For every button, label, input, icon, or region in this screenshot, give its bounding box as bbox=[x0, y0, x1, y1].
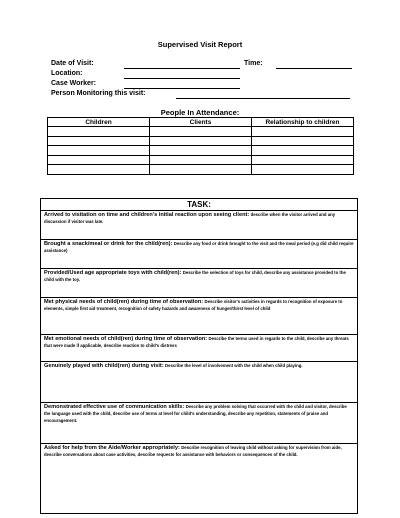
case-worker-label: Case Worker: bbox=[51, 80, 97, 87]
task-heading: TASK: bbox=[41, 199, 357, 211]
task-item-played[interactable] bbox=[41, 361, 357, 401]
column-header-clients: Clients bbox=[150, 118, 252, 127]
table-row bbox=[48, 136, 354, 146]
task-description: Describe any food or drink brought to the visit and the meal period (e.g did child require assistance) bbox=[44, 241, 354, 254]
table-cell[interactable] bbox=[150, 165, 252, 175]
location-label: Location: bbox=[51, 70, 83, 77]
person-monitoring-line[interactable] bbox=[176, 98, 350, 99]
table-cell[interactable] bbox=[252, 155, 354, 165]
table-row bbox=[48, 165, 354, 175]
location-line[interactable] bbox=[124, 78, 240, 79]
task-item-asked-help[interactable] bbox=[41, 443, 357, 513]
task-label: Met physical needs of child(ren) during time of observation: bbox=[44, 299, 204, 305]
page-title: Supervised Visit Report bbox=[157, 40, 243, 49]
time-line[interactable] bbox=[276, 68, 352, 69]
column-header-children: Children bbox=[48, 118, 150, 127]
table-cell[interactable] bbox=[150, 127, 252, 137]
column-header-relationship: Relationship to children bbox=[252, 118, 354, 127]
case-worker-line[interactable] bbox=[124, 88, 240, 89]
task-item-snack[interactable] bbox=[41, 239, 357, 267]
table-cell[interactable] bbox=[150, 155, 252, 165]
table-cell[interactable] bbox=[48, 136, 150, 146]
task-item-communication[interactable] bbox=[41, 402, 357, 442]
date-of-visit-line[interactable] bbox=[124, 68, 240, 69]
table-cell[interactable] bbox=[48, 155, 150, 165]
task-label: Provided/Used age appropriate toys with child(ren): bbox=[44, 270, 182, 276]
task-description: Describe the level of involvement with the child when child playing. bbox=[165, 363, 303, 368]
table-cell[interactable] bbox=[252, 127, 354, 137]
task-label: Met emotional needs of child(ren) during time of observation: bbox=[44, 336, 208, 342]
table-row bbox=[48, 146, 354, 156]
table-cell[interactable] bbox=[252, 136, 354, 146]
task-label: Asked for help from the Aide/Worker appropriately: bbox=[44, 445, 180, 451]
task-description: Describe recognition of leaving child without asking for supervision from aide, describe conversations about case activities, describe requests for assistance with behaviors or consequences of the child. bbox=[44, 445, 342, 458]
task-description: Describe the selection of toys for child, describe any assistance provided to the child with the toy. bbox=[44, 270, 346, 283]
task-item-emotional-needs[interactable] bbox=[41, 334, 357, 360]
table-cell[interactable] bbox=[48, 127, 150, 137]
task-item-arrival[interactable] bbox=[41, 210, 357, 238]
task-description: Describe visitor's activities in regards to recognition of exposure to elements, simple first aid treatment, recognition of safety hazards and awareness of hunger/thirst level of child bbox=[44, 299, 343, 312]
time-label: Time: bbox=[244, 60, 263, 67]
date-of-visit-label: Date of Visit: bbox=[51, 60, 94, 67]
task-description: Describe any problem solving that occurred with the child and visitor, describe the language used with the child, describe use of terms at level for child's understanding, describe any repetition, statements of praise and encouragement. bbox=[44, 404, 347, 424]
table-cell[interactable] bbox=[150, 146, 252, 156]
task-description: describe when the visitor arrived and any discussion if visitor was late. bbox=[44, 212, 336, 225]
table-cell[interactable] bbox=[252, 146, 354, 156]
task-description: Describe the terms used in regards to the child, describe any threats that were made if applicable, describe reaction to child's distress bbox=[44, 336, 349, 349]
table-cell[interactable] bbox=[252, 165, 354, 175]
table-row bbox=[48, 155, 354, 165]
task-label: Genuinely played with child(ren) during visit: bbox=[44, 363, 164, 369]
attendance-heading: People In Attendance: bbox=[160, 108, 240, 117]
task-item-toys[interactable] bbox=[41, 268, 357, 296]
person-monitoring-label: Person Monitoring this visit: bbox=[51, 90, 146, 97]
attendance-table bbox=[47, 117, 354, 175]
task-label: Demonstrated effective use of communication skills: bbox=[44, 404, 185, 410]
table-row bbox=[48, 127, 354, 137]
task-label: Brought a snack/meal or drink for the child(ren): bbox=[44, 241, 173, 247]
table-cell[interactable] bbox=[48, 146, 150, 156]
task-section bbox=[40, 198, 358, 514]
table-cell[interactable] bbox=[150, 136, 252, 146]
table-cell[interactable] bbox=[48, 165, 150, 175]
task-label: Arrived to visitation on time and children's initial reaction upon seeing client: bbox=[44, 212, 250, 218]
task-item-physical-needs[interactable] bbox=[41, 297, 357, 333]
